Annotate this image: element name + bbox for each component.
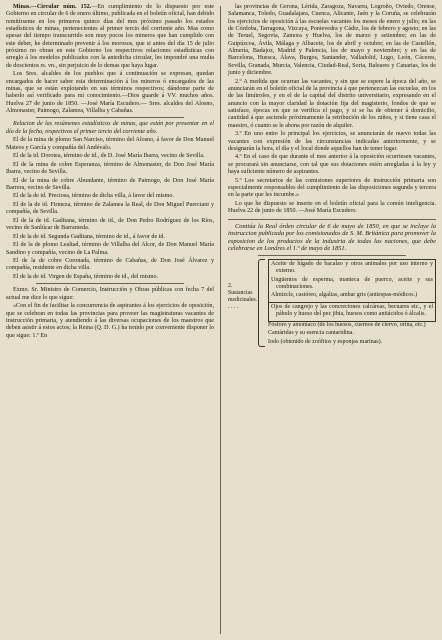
left-column: [6, 4, 214, 341]
substance-item: Fósforo y amoniaco (de los huesos, cuernos de ciervo, orina, etc.): [268, 321, 426, 328]
mine-entry: El de la de id. Virgen de España, término de id., del mismo.: [13, 273, 159, 280]
mine-entry: El de la de cobre Coronada, término de Cabañas, de Don José Álvarez y compañía, residente en dicha villa.: [6, 258, 214, 272]
section-divider: [258, 255, 406, 256]
continuation-paragraph: Lo que he dispuesto se inserte en el boletín oficial para la común inteligencia. Huelva 22 de junio de 1850. —José María Escudero.: [228, 200, 436, 215]
mine-entry: El de la de id. Gaditana, término de id., de Don Pedro Rodríguez de los Ríos, vecino de Sanlúcar de Barrameda.: [6, 217, 214, 232]
substance-item: Almizcle, castóreo, algalias, ambar gris (antiespas-módicos.): [271, 292, 418, 299]
substance-item: Aceite de hígado de bacalao y otros animales por uso interno y externo.: [271, 260, 433, 275]
continuation-paragraph: las provincias de Gerona, Lérida, Zaragoza, Navarra, Logroño, Oviedo, Orense, Salamanca, Toledo, Guadalajara, Cuenca, Alicante, Jaén y la Coruña, se celebrarán los ejercicios de oposición á las escuelas vacantes los meses de enero y julio; en las de Córdoba, Tarragona, Vizcaya, Pontevedra y Cádiz, los de febrero y agosto; en las de Teruel, Segovia, Zamora y Huelva, los de marzo y setiembre; en las de Guipúzcoa, Ávila, Málaga y Albacete, los de abril y octubre; en las de Castellón, Almería, Badajoz, Madrid y Palencia, los de mayo y noviembre; y en las de Barcelona, Huesca, Álava, Burgos, Santander, Valladolid, Lugo, León, Cáceres, Sevilla, Granada, Murcia, Valencia, Ciudad-Real, Soria, Baleares y Canarias, los de junio y diciembre.: [228, 4, 436, 77]
circular-152-heading: Minas.—Circular núm. 152.: [13, 4, 92, 10]
circular-152: [6, 4, 214, 70]
section-divider: [228, 219, 436, 220]
substance-item: Iodo (obtenido de zoófitos y esponjas marinas).: [268, 338, 383, 345]
mine-entry: El de la de id. Segunda Gaditana, término de id., á favor de id.: [13, 233, 165, 240]
section-divider: [36, 117, 184, 118]
substances-box: [268, 259, 436, 303]
mine-entry: El de la de plomo Lealtad, término de Villalba del Alcor, de Don Manuel María Sandino y compañía, vecino de La Palma.: [6, 242, 214, 256]
mine-entry: El de la mina de cobre Esperanza, término de Almonaster, de Don José María Ibarra, vecino de Sevilla.: [6, 161, 214, 175]
substances-box: [268, 303, 436, 322]
continuation-paragraph: 3.º En uno entre lo principal los ejercicios, se anunciarán de nuevo todas las vacantes con expresión de las circunstancias indicadas anteriormente, y se designarán la hora, el día y el local donde aquellos han de tener lugar.: [228, 131, 436, 152]
medicinal-substances-list: [228, 259, 436, 347]
circular-body: «Con el fin de facilitar la concurrencia de aspirantes á los ejercicios de oposición, que se celebran en todas las provincias para proveer las magistraturas vacantes de instrucción primaria, y atendiendo á las diversas ocupaciones de los maestros que deben asistir á estos actos; la Reina (Q. D. G.) ha tenido por conveniente disponer lo que sigue: 1.º En: [6, 303, 214, 339]
continuation-paragraph: 4.º En el caso de que durante el mes anterior á la oposición ocurriesen vacantes, se procurará sin anunciarse, con tal que sus dotaciones estén arregladas á la ley y haya suficiente número de aspirantes.: [228, 154, 436, 176]
substances-items: [268, 259, 436, 347]
continuation-paragraph: 2.º A medida que ocurran las vacantes, y sin que se espere la época del año, se anunciarán en el boletín oficial de la provincia á que pertenezcan las escuelas, en los de las limítrofes, y en el de la capital del distrito universitario, expresando en el anuncio con la mayor claridad la dotación fija del magisterio, fondos de que se satisface, épocas en que se verifica el pago, y si se ha de obtener á domicilio, cantidad á que asciende próximamente la retribución de los niños, y si tiene casa el maestro, ó cuanto se le abona por razón de alquiler.: [228, 78, 436, 129]
mines-list-intro: Relacion de las resúmenes estadísticos de minas, que están por presentar en el día de la fecha, respectivos al primer tercio del corriente año.: [6, 121, 214, 135]
substance-item: Cantáridas y su esencia cantaridina.: [268, 330, 354, 337]
circular-152-paragraph: Los Sres. alcaldes de los pueblos que á continuación se expresan, quedan encargados de hacer saber esta determinación á los mineros ó encargados de las minas, que se están explotando en sus términos respectivos; dándome parte de haberlo así verificado para mi conocimiento.—Dios guarde á VV. muchos años. Huelva 27 de junio de 1850. —José María Escudero.— Sres. alcaldes del Alosno, Almonaster, Paimogo, Zalamea, Villalba y Cabañas.: [6, 71, 214, 114]
section-divider: [36, 283, 184, 284]
mine-entry: El de la id. Dorotea, término de id., de D. José María Ibarra, vecino de Sevilla.: [13, 153, 205, 160]
circular-152-text: —En cumplimiento de lo dispuesto por este Gobierno en circular de 6 de enero último, publicada en el boletín oficial, han debido remitírseme en los primeros quince días del mes próximo pasado los estados estadísticos de minas, pertenecientes al primer tercio del corriente año. Mas como apesar del tiempo transcurrido son muy pocos los mineros que han cumplido con este deber, he determinado prevenir á los morosos, que si antes del día 15 de julio próximo no obran en este Gobierno los respectivos relaciones estadísticas con arreglo á los modelos publicados con la antedicha circular, les impondré una multa de doscientos rs. vn., sin perjuicio de lo demas que haya lugar.: [6, 4, 214, 69]
continuation-paragraph: 5.º Los secretarios de las comisiones superiores de instrucción primaria son especialmente responsables del cumplimiento de las disposiciones segunda y tercera en la parte que les incumbe.»: [228, 177, 436, 199]
column-divider: [220, 6, 221, 634]
substance-item: Ungüentos de esperma, manteca de puerco, aceite y sus combinaciones.: [271, 276, 433, 290]
mine-entry: El de la de id. Firmeza, término de Zalamea la Real, de Don Miguel Puerciani y compañía, de Sevilla.: [6, 201, 214, 216]
brace: [258, 259, 265, 347]
mine-entry: El de la mina de cobre Abundante, término de Paimogo, de Don José María Barrera, vecino de Sevilla.: [6, 177, 214, 191]
substance-item: Ojos de cangrejo y las concreciones calcáreas, becuares etc., y el pábulo y hueso del pez jibia, huesos como antiácidos ó álcalis.: [271, 303, 433, 317]
circular-salutation: Exmo. Sr. Ministro de Comercio, Instrucción y Obras públicas con fecha 7 del actual me dice lo que sigue:: [6, 287, 214, 301]
exposition-notice: Contiúa la Real órden circular de 6 de mayo de 1850, en que se inclaye la instruccion publicada por los comisionados de S. M. Británica para promover la esposicion de los productos de la industria de todas las naciones, que debe celebrarse en Londres el 1.º de mayo de 1851.: [228, 222, 436, 253]
mine-entry: El de la de id. Preciosa, término de dicha villa, á favor del mismo.: [13, 193, 174, 200]
mine-entry: El de la mina de plomo San Narciso, término del Alosno, á favor de Don Manuel Mateos y García y compañía del Andévalo.: [6, 137, 214, 151]
substances-label: 2. Sustancias medicinales. . . . .: [228, 282, 258, 310]
right-column: [228, 4, 436, 347]
